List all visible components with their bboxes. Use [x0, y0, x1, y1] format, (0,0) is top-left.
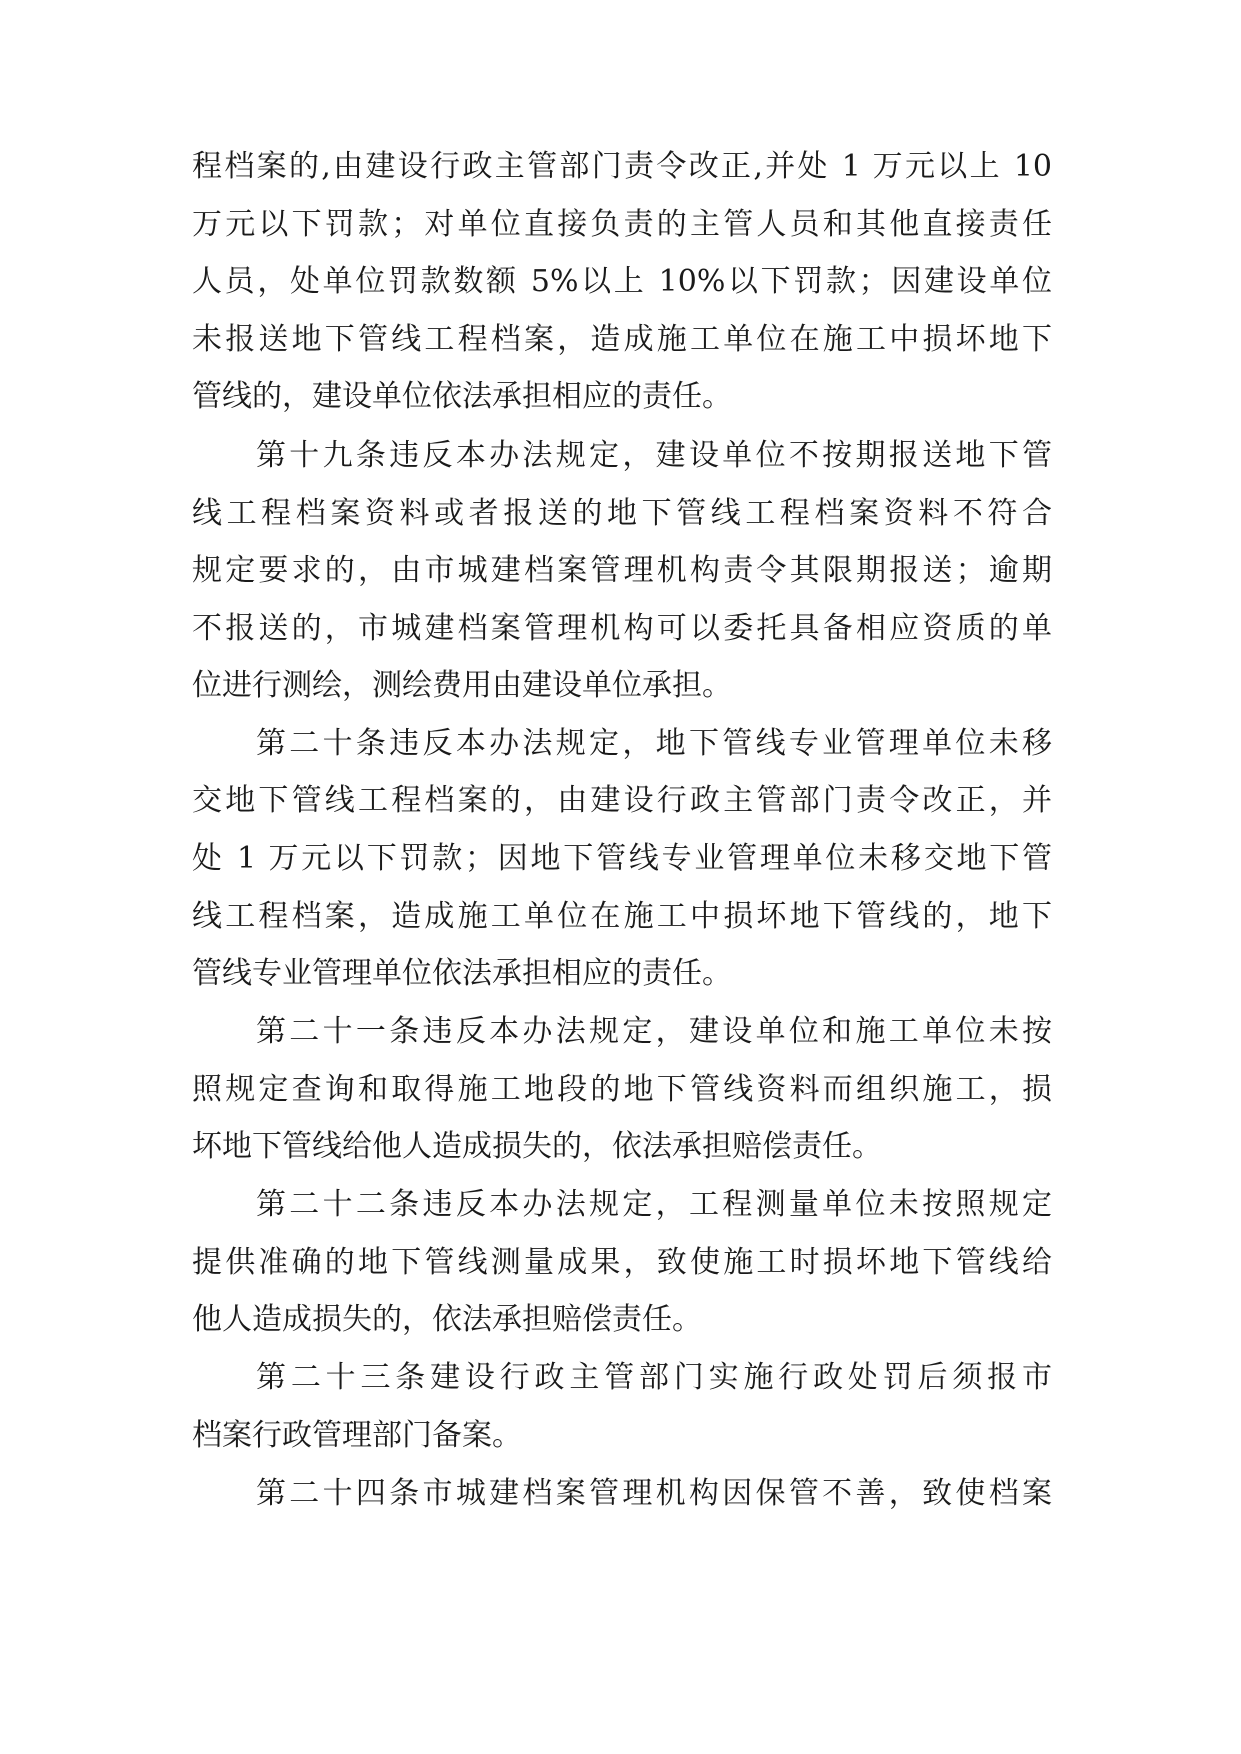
text-line: 位进行测绘，测绘费用由建设单位承担。 — [192, 668, 732, 703]
text-line: 线工程档案，造成施工单位在施工中损坏地下管线的，地下 — [192, 899, 1052, 934]
text-line: 管线的，建设单位依法承担相应的责任。 — [192, 379, 732, 414]
text-line: 提供准确的地下管线测量成果，致使施工时损坏地下管线给 — [192, 1245, 1052, 1280]
text-line: 万元以下罚款；对单位直接负责的主管人员和其他直接责任 — [192, 207, 1052, 242]
text-line: 人员，处单位罚款数额 5%以上 10%以下罚款；因建设单位 — [192, 264, 1052, 299]
text-line: 未报送地下管线工程档案，造成施工单位在施工中损坏地下 — [192, 322, 1052, 357]
article-22-first-line: 第二十二条违反本办法规定，工程测量单位未按照规定 — [256, 1187, 1052, 1222]
text-line: 不报送的，市城建档案管理机构可以委托具备相应资质的单 — [192, 611, 1052, 646]
text-line: 程档案的,由建设行政主管部门责令改正,并处 1 万元以上 10 — [192, 149, 1052, 184]
text-line: 规定要求的，由市城建档案管理机构责令其限期报送；逾期 — [192, 553, 1052, 588]
text-line: 坏地下管线给他人造成损失的，依法承担赔偿责任。 — [192, 1129, 882, 1164]
text-line: 他人造成损失的，依法承担赔偿责任。 — [192, 1302, 702, 1337]
text-line: 档案行政管理部门备案。 — [192, 1418, 522, 1453]
article-20-first-line: 第二十条违反本办法规定，地下管线专业管理单位未移 — [256, 726, 1052, 761]
text-line: 处 1 万元以下罚款；因地下管线专业管理单位未移交地下管 — [192, 841, 1052, 876]
text-line: 交地下管线工程档案的，由建设行政主管部门责令改正，并 — [192, 783, 1052, 818]
text-line: 线工程档案资料或者报送的地下管线工程档案资料不符合 — [192, 496, 1052, 531]
article-24-first-line: 第二十四条市城建档案管理机构因保管不善，致使档案 — [256, 1476, 1052, 1511]
article-19-first-line: 第十九条违反本办法规定，建设单位不按期报送地下管 — [256, 438, 1052, 473]
text-line: 照规定查询和取得施工地段的地下管线资料而组织施工，损 — [192, 1072, 1052, 1107]
article-21-first-line: 第二十一条违反本办法规定，建设单位和施工单位未按 — [256, 1014, 1052, 1049]
text-line: 管线专业管理单位依法承担相应的责任。 — [192, 956, 732, 991]
article-23-first-line: 第二十三条建设行政主管部门实施行政处罚后须报市 — [256, 1360, 1052, 1395]
